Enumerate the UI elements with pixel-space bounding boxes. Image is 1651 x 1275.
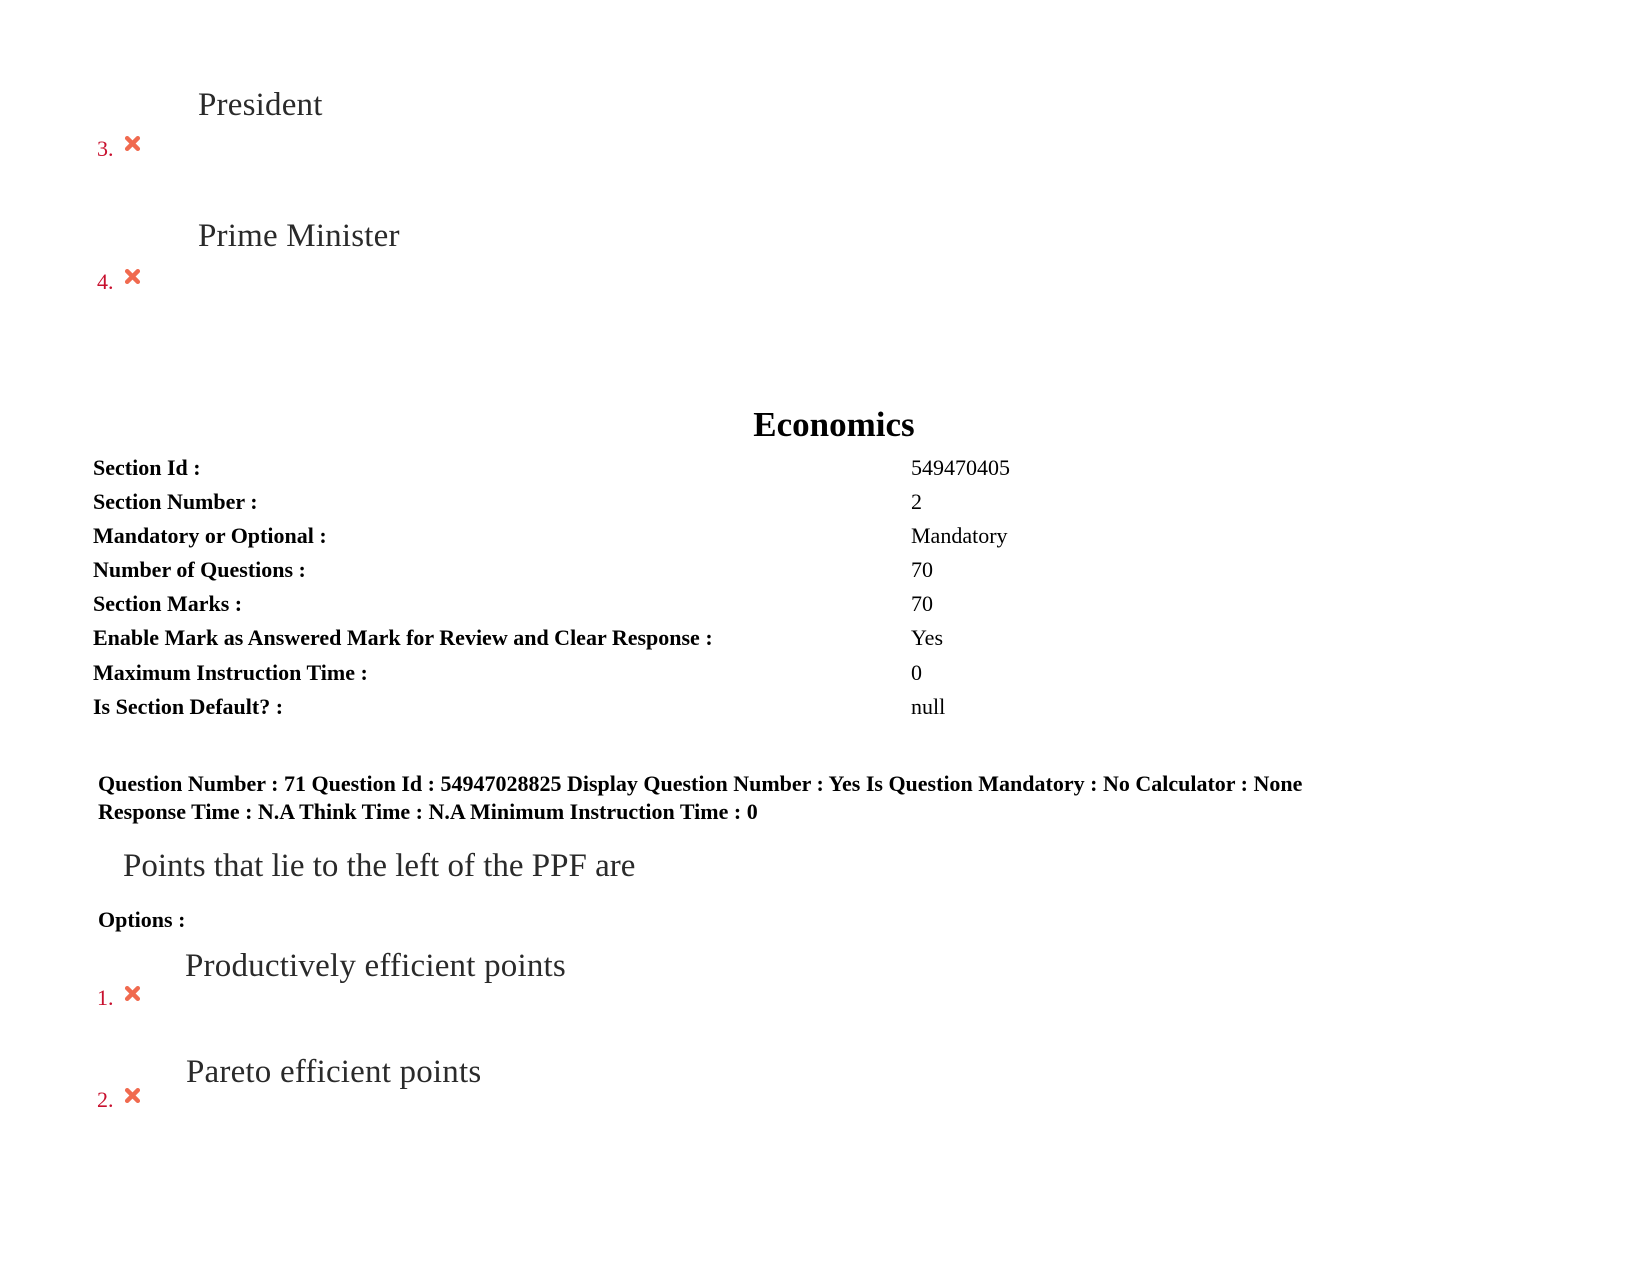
option-text: Prime Minister	[198, 218, 400, 254]
info-label: Section Id :	[93, 455, 201, 480]
option-number: 1.	[97, 985, 114, 1010]
info-value: 549470405	[911, 455, 1010, 480]
option-number: 2.	[97, 1087, 114, 1112]
info-value: 70	[911, 591, 933, 616]
option-number: 4.	[97, 269, 114, 294]
info-value: 2	[911, 489, 922, 514]
option-text: President	[198, 87, 323, 123]
cross-icon	[124, 1087, 141, 1104]
info-label: Section Number :	[93, 489, 258, 514]
option-number: 3.	[97, 136, 114, 161]
section-info-row	[93, 451, 1393, 485]
info-label: Enable Mark as Answered Mark for Review and Clear Response :	[93, 625, 713, 650]
section-info-row	[93, 519, 1393, 553]
info-label: Section Marks :	[93, 591, 243, 616]
info-label: Maximum Instruction Time :	[93, 660, 368, 685]
info-value: Yes	[911, 625, 944, 650]
cross-icon	[124, 985, 141, 1002]
options-label: Options :	[98, 907, 186, 932]
question-meta-line: Question Number : 71 Question Id : 54947028825 Display Question Number : Yes Is Question Mandatory : No Calculator : None	[98, 771, 1303, 796]
section-info-row	[93, 485, 1393, 519]
info-label: Mandatory or Optional :	[93, 523, 327, 548]
info-value: Mandatory	[911, 523, 1008, 548]
question-text: Points that lie to the left of the PPF are	[123, 848, 636, 884]
cross-icon	[124, 135, 141, 152]
option-text: Productively efficient points	[185, 948, 566, 984]
info-value: 0	[911, 660, 922, 685]
info-label: Number of Questions :	[93, 557, 306, 582]
cross-icon	[124, 268, 141, 285]
info-value: null	[911, 694, 946, 719]
option-text: Pareto efficient points	[186, 1054, 482, 1090]
info-value: 70	[911, 557, 933, 582]
section-info-row	[93, 656, 1393, 690]
section-info-row	[93, 587, 1393, 621]
section-info-row	[93, 553, 1393, 587]
question-meta-line: Response Time : N.A Think Time : N.A Minimum Instruction Time : 0	[98, 799, 758, 824]
section-title: Economics	[753, 405, 915, 444]
section-info-row	[93, 690, 1393, 724]
info-label: Is Section Default? :	[93, 694, 284, 719]
section-info-row	[93, 621, 1393, 655]
question-meta	[98, 770, 1558, 826]
